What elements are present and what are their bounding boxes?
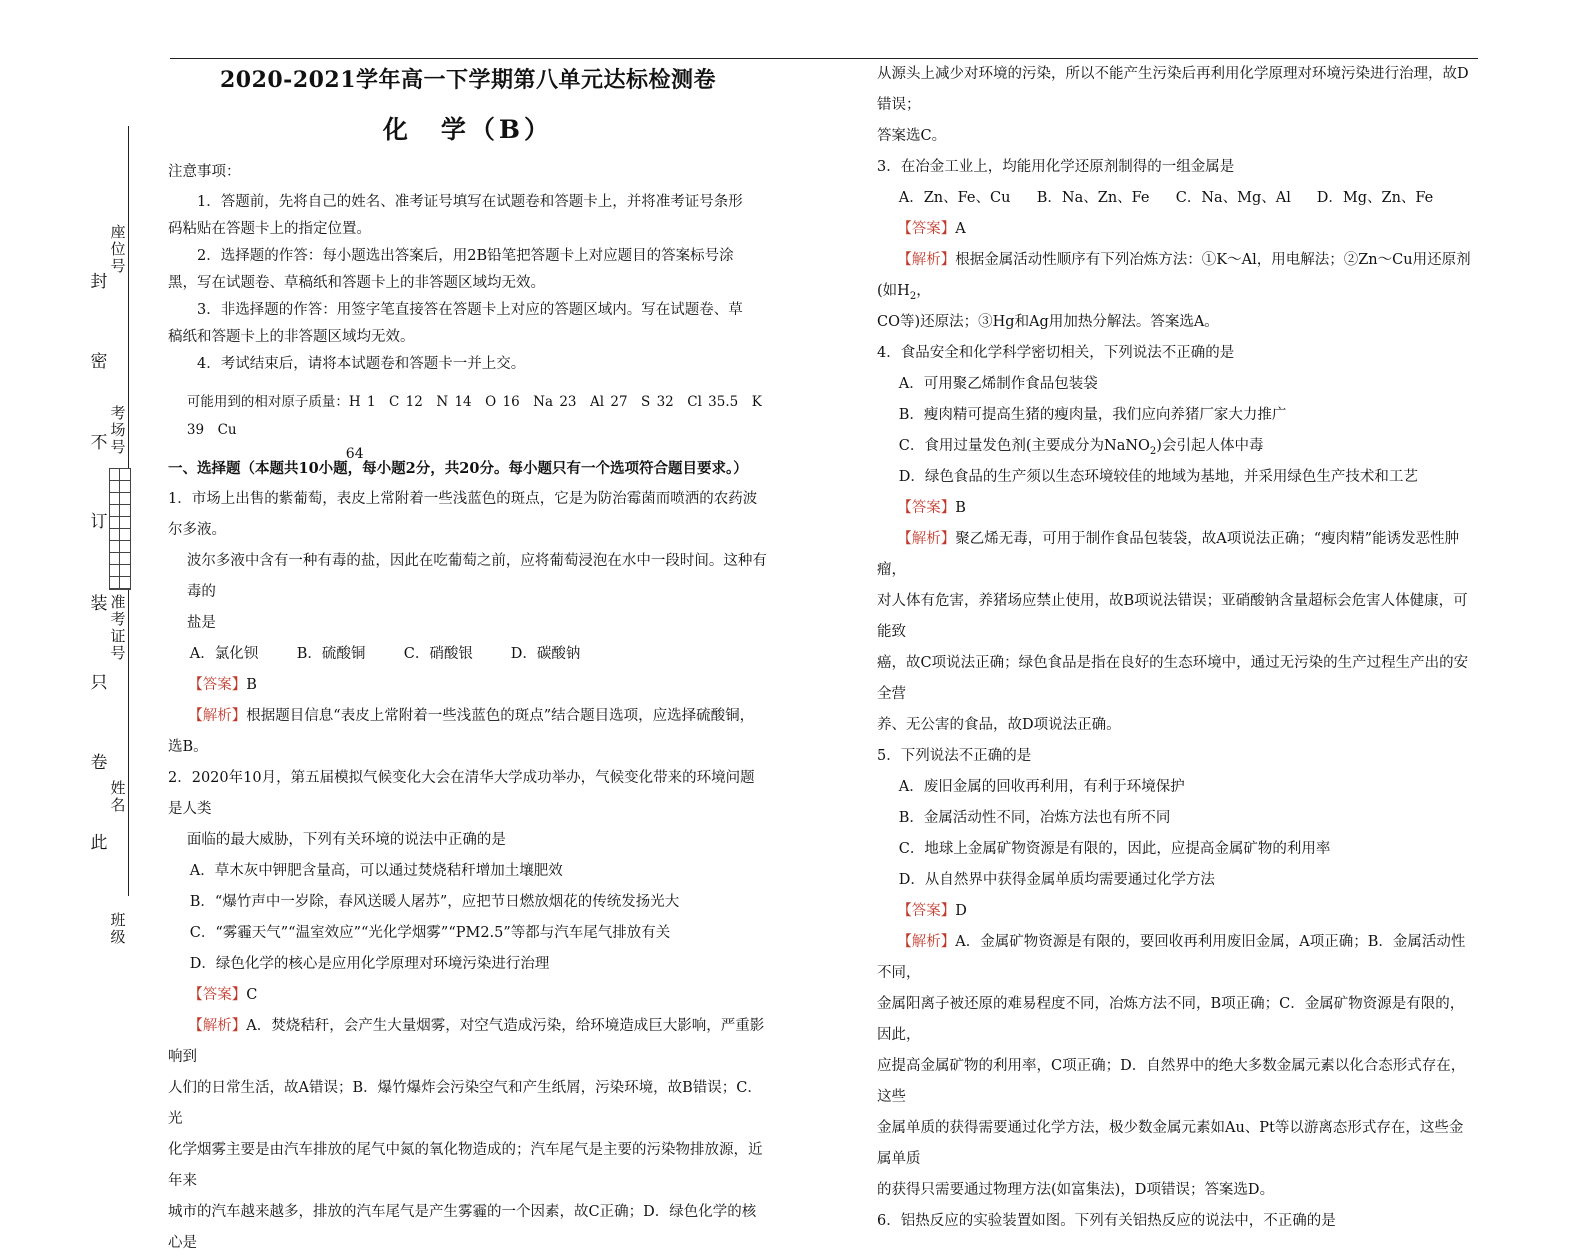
analysis-text: 癌，故C项说法正确；绿色食品是指在良好的生态环境中，通过无污染的生产过程生产出的安全营 [877,655,1469,702]
question-stem: 4．食品安全和化学科学密切相关，下列说法不正确的是 [877,345,1235,361]
analysis-text: 金属单质的获得需要通过化学方法，极少数金属元素如Au、Pt等以游离态形式存在，这些金属单质 [877,1120,1464,1167]
notes-item: 黑，写在试题卷、草稿纸和答题卡上的非答题区域均无效。 [168,275,545,291]
notes-item: 稿纸和答题卡上的非答题区域均无效。 [168,329,415,345]
id-number-boxes [109,468,131,590]
analysis-text: 对人体有危害，养猪场应禁止使用，故B项说法错误；亚硝酸钠含量超标会危害人体健康，可能致 [877,593,1468,640]
analysis-text: 养、无公害的食品，故D项说法正确。 [877,717,1121,733]
analysis-text: 金属阳离子被还原的难易程度不同，冶炼方法不同，B项正确；C．金属矿物资源是有限的，因此， [877,996,1465,1043]
analysis-text: 应提高金属矿物的利用率，C项正确；D．自然界中的绝大多数金属元素以化合态形式存在，这些 [877,1058,1466,1105]
seal-char: 密 [90,352,108,372]
answer-tag: 【答案】 [897,221,956,237]
subscript: 2 [1149,445,1157,457]
subject-title: 化 学（B） [382,115,554,144]
question-stem: 面临的最大威胁，下列有关环境的说法中正确的是 [186,832,506,848]
option: D．碳酸钠 [510,646,581,662]
class-label: 班级 [110,911,126,946]
question-stem: 3．在冶金工业上，均能用化学还原剂制得的一组金属是 [877,159,1235,175]
question-stem: 盐是 [186,615,216,631]
notes-item: 码粘贴在答题卡上的指定位置。 [168,221,371,237]
answer-line [877,214,1477,245]
question-stem: 6．铝热反应的实验装置如图。下列有关铝热反应的说法中，不正确的是 [877,1213,1336,1229]
notes-heading: 注意事项： [168,164,241,180]
seal-char: 此 [90,833,108,853]
option: C．“雾霾天气”“温室效应”“光化学烟雾”“PM2.5”等都与汽车尾气排放有关 [189,925,671,941]
analysis-text: 根据题目信息“表皮上常附着一些浅蓝色的斑点”结合题目选项，应选择硫酸铜，选B。 [168,708,755,755]
answer-line [877,896,1477,927]
seat-number-label: 座位号 [110,223,126,275]
atomic-masses-line: 可能用到的相对原子质量：H 1 C 12 N 14 O 16 Na 23 Al 27 S 32 Cl 35.5 K 39 Cu [186,394,762,438]
option: B．Na、Zn、Fe [1036,190,1150,206]
option [877,431,1477,462]
analysis-line [168,701,768,763]
option-text: )会引起人体中毒 [1156,438,1264,454]
answer-line [168,980,768,1011]
question-stem: 1．市场上出售的紫葡萄，表皮上常附着一些浅蓝色的斑点，它是为防治霉菌而喷洒的农药波尔多液。 [168,491,758,538]
exam-room-label: 考场号 [110,404,126,456]
analysis-text: CO等)还原法；③Hg和Ag用加热分解法。答案选A。 [877,314,1219,330]
admission-number-label: 准考证号 [110,593,126,662]
analysis-text: 人们的日常生活，故A错误；B．爆竹爆炸会污染空气和产生纸屑，污染环境，故B错误；C．光 [168,1080,762,1127]
option: A．氯化钡 [189,646,259,662]
option: A．可用聚乙烯制作食品包装袋 [898,376,1098,392]
notes-item: 1．答题前，先将自己的姓名、准考证号填写在试题卷和答题卡上，并将准考证号条形 [197,194,743,210]
analysis-text: 聚乙烯无毒，可用于制作食品包装袋，故A项说法正确；“瘦肉精”能诱发恶性肿瘤， [877,531,1460,578]
notes-item: 2．选择题的作答：每小题选出答案后，用2B铅笔把答题卡上对应题目的答案标号涂 [197,248,734,264]
option: B．“爆竹声中一岁除，春风送暖人屠苏”，应把节日燃放烟花的传统发扬光大 [189,894,680,910]
option: D．绿色化学的核心是应用化学原理对环境污染进行治理 [189,956,550,972]
option-row [168,639,768,670]
answer-tag: 【答案】 [897,500,956,516]
answer-line [877,493,1477,524]
subscript: 2 [909,290,917,302]
option: A．废旧金属的回收再利用，有利于环境保护 [898,779,1185,795]
option: A．草木灰中钾肥含量高，可以通过焚烧秸秆增加土壤肥效 [189,863,563,879]
question-area-left [168,453,768,1259]
option: B．硫酸铜 [296,646,366,662]
option-row [877,183,1477,214]
question-stem: 波尔多液中含有一种有毒的盐，因此在吃葡萄之前，应将葡萄浸泡在水中一段时间。这种有毒的 [186,553,767,600]
seal-char: 订 [90,512,108,532]
atomic-masses-line: 64 [345,446,364,462]
seal-char: 只 [90,673,108,693]
answer-value: B [246,677,257,693]
option: A．Zn、Fe、Cu [898,190,1011,206]
seal-char: 装 [90,594,108,614]
question-stem: 2．2020年10月，第五届模拟气候变化大会在清华大学成功举办，气候变化带来的环境问题是人类 [168,770,755,817]
analysis-tag: 【解析】 [897,531,956,547]
seal-char: 封 [90,272,108,292]
analysis-text: ， [916,283,931,299]
notes-item: 3．非选择题的作答：用签字笔直接答在答题卡上对应的答题区域内。写在试题卷、草 [197,302,743,318]
notes-item: 4．考试结束后，请将本试题卷和答题卡一并上交。 [197,356,526,372]
analysis-text: 城市的汽车越来越多，排放的汽车尾气是产生雾霾的一个因素，故C正确；D．绿色化学的核心是 [168,1204,757,1251]
analysis-text: 答案选C。 [877,128,947,144]
seal-char: 卷 [90,753,108,773]
answer-line [168,670,768,701]
option: B．金属活动性不同，冶炼方法也有所不同 [898,810,1171,826]
option: C．硝酸银 [403,646,473,662]
analysis-tag: 【解析】 [188,1018,247,1034]
option: C．Na、Mg、Al [1175,190,1291,206]
analysis-line [168,1011,768,1073]
analysis-text: A．焚烧秸秆，会产生大量烟雾，对空气造成污染，给环境造成巨大影响，严重影响到 [168,1018,765,1065]
answer-value: C [246,987,258,1003]
name-label: 姓名 [110,779,126,814]
option: C．地球上金属矿物资源是有限的，因此，应提高金属矿物的利用率 [898,841,1331,857]
option: D．Mg、Zn、Fe [1316,190,1434,206]
answer-tag: 【答案】 [897,903,956,919]
analysis-line [877,524,1477,586]
analysis-tag: 【解析】 [897,934,956,950]
analysis-tag: 【解析】 [897,252,956,268]
section-heading: 一、选择题（本题共10小题，每小题2分，共20分。每小题只有一个选项符合题目要求。） [168,460,748,477]
answer-value: D [955,903,967,919]
analysis-text: 从源头上减少对环境的污染，所以不能产生污染后再利用化学原理对环境污染进行治理，故D错误； [877,66,1469,113]
analysis-text: 化学烟雾主要是由汽车排放的尾气中氮的氧化物造成的；汽车尾气是主要的污染物排放源，近年来 [168,1142,763,1189]
answer-tag: 【答案】 [188,987,247,1003]
analysis-text: 根据金属活动性顺序有下列冶炼方法：①K～Al，用电解法；②Zn～Cu用还原剂(如H [877,252,1471,299]
analysis-text: A．金属矿物资源是有限的，要回收再利用废旧金属，A项正确；B．金属活动性不同， [877,934,1466,981]
exam-title: 2020-2021学年高一下学期第八单元达标检测卷 [219,67,717,93]
analysis-text: 的获得只需要通过物理方法(如富集法)，D项错误；答案选D。 [877,1182,1275,1198]
analysis-line [877,245,1477,307]
answer-value: B [955,500,966,516]
analysis-tag: 【解析】 [188,708,247,724]
question-stem: 5．下列说法不正确的是 [877,748,1032,764]
seal-char: 不 [90,433,108,453]
option: D．绿色食品的生产须以生态环境较佳的地域为基地，并采用绿色生产技术和工艺 [898,469,1418,485]
notes [168,157,768,378]
answer-tag: 【答案】 [188,677,247,693]
option: D．从自然界中获得金属单质均需要通过化学方法 [898,872,1215,888]
question-area-right [877,59,1477,1237]
answer-value: A [955,221,966,237]
option: B．瘦肉精可提高生猪的瘦肉量，我们应向养猪厂家大力推广 [898,407,1287,423]
analysis-line [877,927,1477,989]
option-text: C．食用过量发色剂(主要成分为NaNO [898,438,1150,454]
